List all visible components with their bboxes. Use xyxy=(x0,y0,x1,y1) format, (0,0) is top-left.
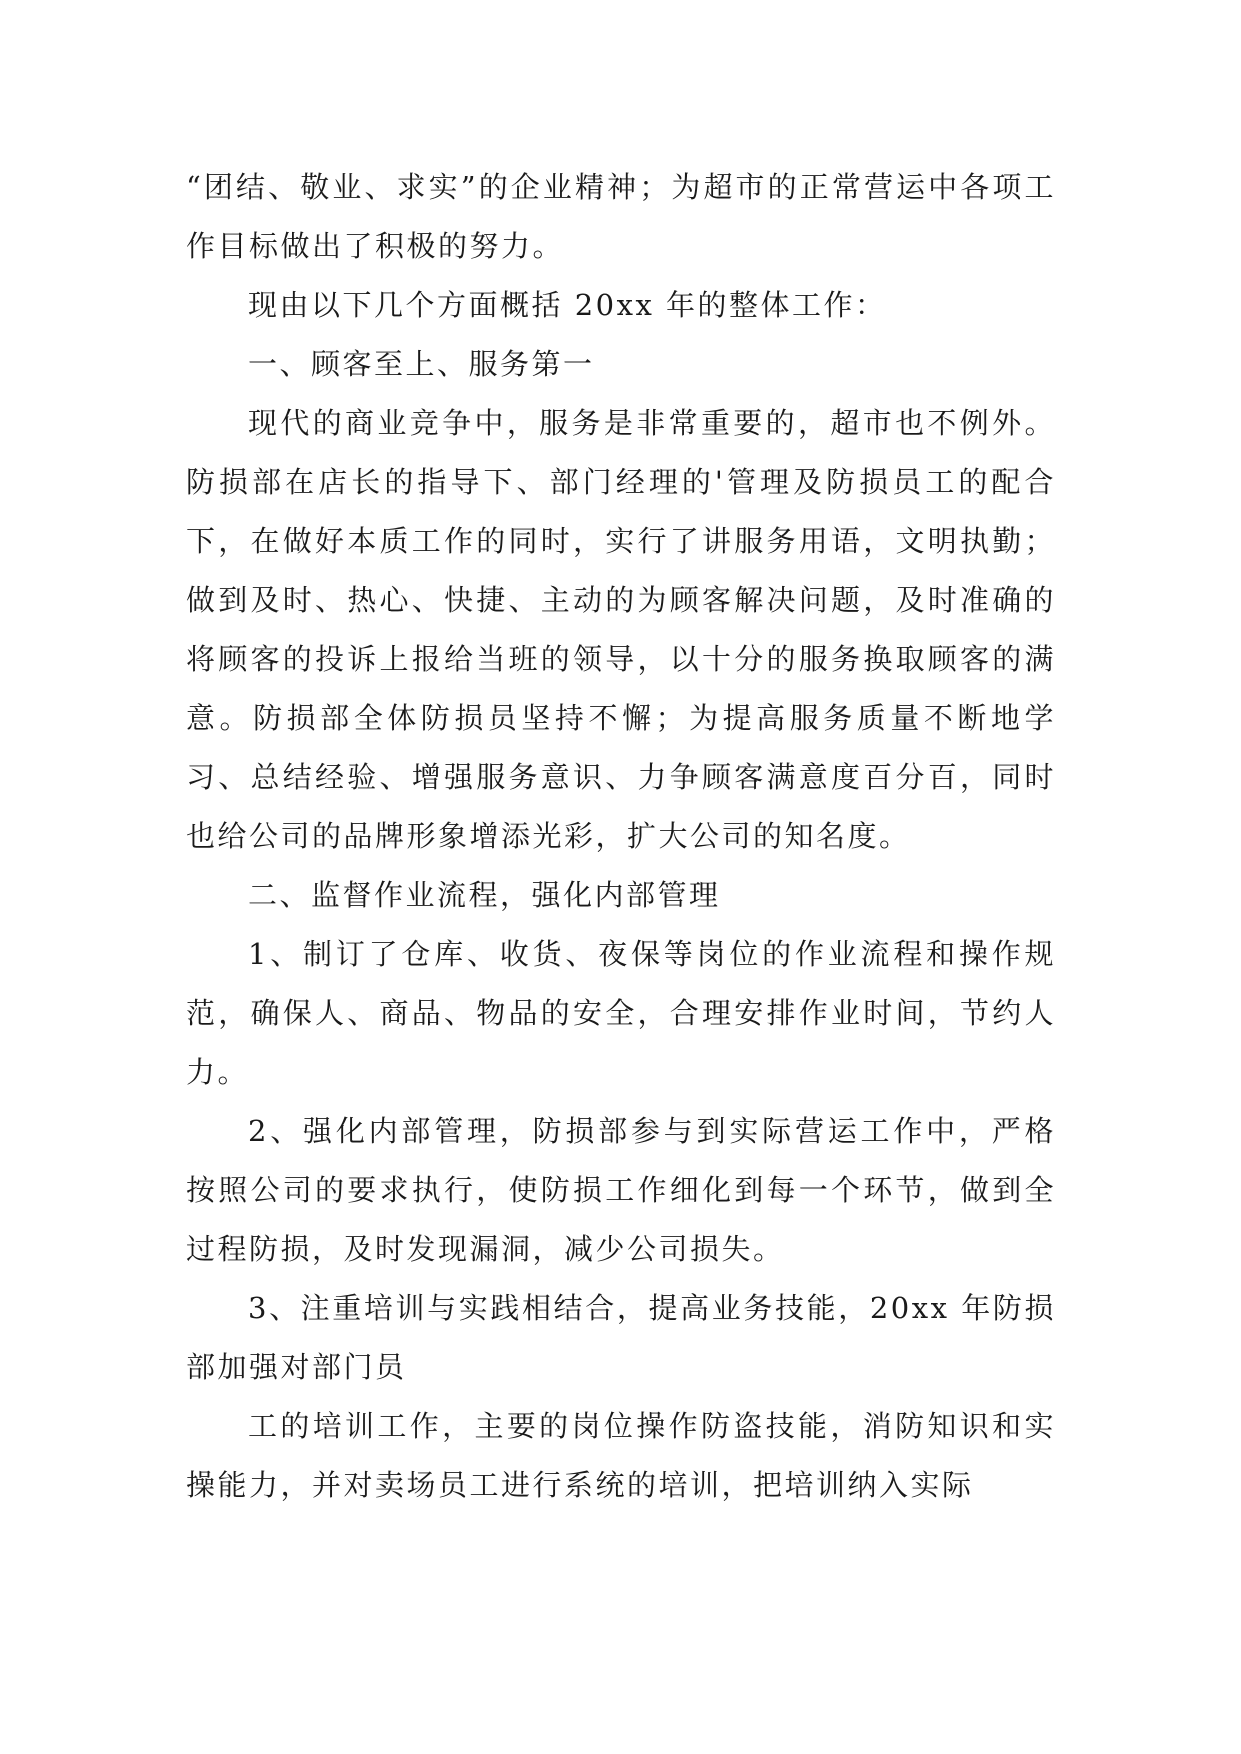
paragraph-3: 现代的商业竞争中，服务是非常重要的，超市也不例外。防损部在店长的指导下、部门经理的'管理及防损员工的配合下，在做好本质工作的同时，实行了讲服务用语，文明执勤；做到及时、热心、快捷、主动的为顾客解决问题，及时准确的将顾客的投诉上报给当班的领导，以十分的服务换取顾客的满意。防损部全体防损员坚持不懈；为提高服务质量不断地学习、总结经验、增强服务意识、力争顾客满意度百分百，同时也给公司的品牌形象增添光彩，扩大公司的知名度。 xyxy=(186,406,1056,853)
paragraph-2: 现由以下几个方面概括 20xx 年的整体工作： xyxy=(248,288,887,322)
document-body xyxy=(186,158,1056,1515)
paragraph-1: “团结、敬业、求实”的企业精神；为超市的正常营运中各项工作目标做出了积极的努力。 xyxy=(186,170,1056,263)
list-item-1: 1、制订了仓库、收货、夜保等岗位的作业流程和操作规范，确保人、商品、物品的安全，合理安排作业时间，节约人力。 xyxy=(186,937,1056,1089)
list-item-3: 3、注重培训与实践相结合，提高业务技能，20xx 年防损部加强对部门员 xyxy=(186,1291,1056,1384)
paragraph-4: 工的培训工作，主要的岗位操作防盗技能，消防知识和实操能力，并对卖场员工进行系统的培训，把培训纳入实际 xyxy=(186,1409,1056,1502)
section-heading-2: 二、监督作业流程，强化内部管理 xyxy=(248,878,721,912)
section-heading-1: 一、顾客至上、服务第一 xyxy=(248,347,595,381)
list-item-2: 2、强化内部管理，防损部参与到实际营运工作中，严格按照公司的要求执行，使防损工作细化到每一个环节，做到全过程防损，及时发现漏洞，减少公司损失。 xyxy=(186,1114,1056,1266)
